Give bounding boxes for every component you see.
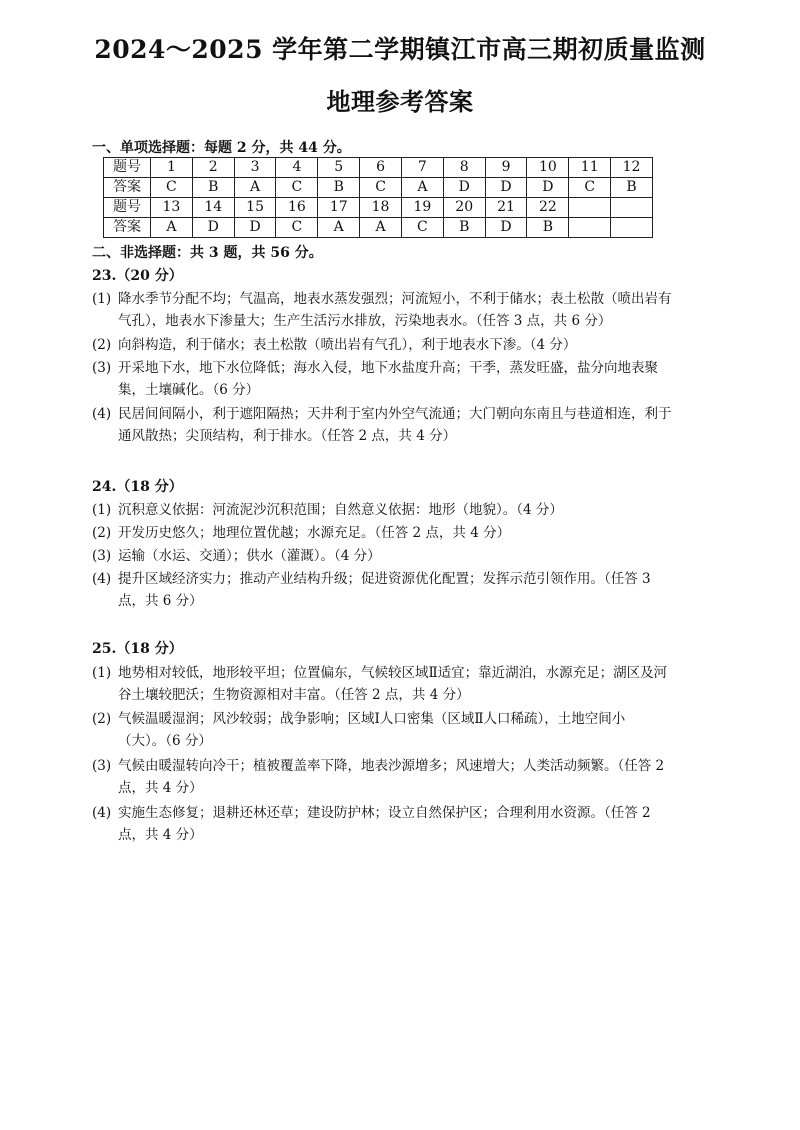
item-text: 地势相对较低，地形较平坦；位置偏东，气候较区域Ⅱ适宜；靠近湖泊，水源充足；湖区及河谷土壤较肥沃；生物资源相对丰富。（任答 2 点，共 4 分） xyxy=(118,665,668,703)
answer-table-cell: 19 xyxy=(401,198,443,218)
answer-table xyxy=(103,157,653,238)
answer-table-cell: D xyxy=(485,218,527,238)
answer-table-cell xyxy=(611,218,653,238)
item-text: 气候温暖湿润；风沙较弱；战争影响；区域Ⅰ人口密集（区域Ⅱ人口稀疏），土地空间小（大）。（6 分） xyxy=(118,711,626,749)
item-number: (2) xyxy=(92,525,112,541)
item-text: 开发历史悠久；地理位置优越；水源充足。（任答 2 点，共 4 分） xyxy=(118,525,511,541)
item-number: (1) xyxy=(92,665,112,681)
row-label: 答案 xyxy=(104,218,151,238)
answer-table-cell: 16 xyxy=(276,198,318,218)
answer-table-cell: 12 xyxy=(611,158,653,178)
q23-item-4 xyxy=(92,403,672,447)
answer-table-cell: 22 xyxy=(527,198,569,218)
item-text: 向斜构造，利于储水；表土松散（喷出岩有气孔），利于地表水下渗。（4 分） xyxy=(118,337,577,353)
answer-table-cell: 1 xyxy=(151,158,193,178)
answer-table-cell: 20 xyxy=(443,198,485,218)
answer-table-cell: 6 xyxy=(360,158,402,178)
q23-item-1 xyxy=(92,288,672,332)
answer-table-cell: D xyxy=(485,178,527,198)
q25-item-2 xyxy=(92,708,672,752)
item-text: 实施生态修复；退耕还林还草；建设防护林；设立自然保护区；合理利用水资源。（任答 2 点，共 4 分） xyxy=(118,805,651,843)
q23-item-2 xyxy=(92,334,672,356)
page-title: 2024～2025 学年第二学期镇江市高三期初质量监测 xyxy=(94,35,706,64)
answer-table-cell: 4 xyxy=(276,158,318,178)
q25-item-3 xyxy=(92,755,672,799)
item-number: (3) xyxy=(92,360,112,376)
answer-table-cell: B xyxy=(527,218,569,238)
answer-table-cell: B xyxy=(318,178,360,198)
answer-table-cell: 17 xyxy=(318,198,360,218)
q23-item-3 xyxy=(92,357,672,401)
q24-item-3 xyxy=(92,545,672,567)
section-2-heading: 二、非选择题：共 3 题，共 56 分。 xyxy=(92,245,323,261)
answer-table-cell: D xyxy=(192,218,234,238)
answer-table-cell: 18 xyxy=(360,198,402,218)
answer-table-cell: A xyxy=(360,218,402,238)
answer-table-cell: C xyxy=(401,218,443,238)
answer-table-cell: B xyxy=(611,178,653,198)
question-24-heading: 24.（18 分） xyxy=(92,479,183,495)
question-25-heading: 25.（18 分） xyxy=(92,641,183,657)
answer-table-row xyxy=(104,198,653,218)
answer-table-cell: A xyxy=(151,218,193,238)
answer-table-cell: 11 xyxy=(569,158,611,178)
item-number: (3) xyxy=(92,758,112,774)
section-1-heading: 一、单项选择题：每题 2 分，共 44 分。 xyxy=(92,140,351,156)
item-number: (1) xyxy=(92,502,112,518)
item-text: 民居间间隔小，利于遮阳隔热；天井利于室内外空气流通；大门朝向东南且与巷道相连，利于通风散热；尖顶结构，利于排水。（任答 2 点，共 4 分） xyxy=(118,406,672,444)
q24-item-2 xyxy=(92,522,672,544)
answer-table-cell: 7 xyxy=(401,158,443,178)
answer-table-cell: C xyxy=(360,178,402,198)
answer-table-cell: B xyxy=(192,178,234,198)
answer-table-cell: 3 xyxy=(234,158,276,178)
item-number: (2) xyxy=(92,337,112,353)
answer-table-cell: 8 xyxy=(443,158,485,178)
answer-table-cell: 5 xyxy=(318,158,360,178)
answer-table-cell: 10 xyxy=(527,158,569,178)
answer-table-cell: C xyxy=(151,178,193,198)
item-text: 开采地下水，地下水位降低；海水入侵，地下水盐度升高；干季，蒸发旺盛，盐分向地表聚集，土壤碱化。（6 分） xyxy=(118,360,658,398)
item-number: (1) xyxy=(92,291,112,307)
answer-table-cell xyxy=(569,218,611,238)
answer-table-cell: B xyxy=(443,218,485,238)
item-text: 气候由暖湿转向冷干；植被覆盖率下降，地表沙源增多；风速增大；人类活动频繁。（任答 2 点，共 4 分） xyxy=(118,758,665,796)
answer-table-cell: 21 xyxy=(485,198,527,218)
q24-item-1 xyxy=(92,499,672,521)
answer-table-cell: C xyxy=(569,178,611,198)
item-text: 沉积意义依据：河流泥沙沉积范围；自然意义依据：地形（地貌）。（4 分） xyxy=(118,502,563,518)
answer-table-cell: A xyxy=(318,218,360,238)
answer-table-cell: 15 xyxy=(234,198,276,218)
answer-table-cell: C xyxy=(276,218,318,238)
page-subtitle: 地理参考答案 xyxy=(326,87,474,116)
item-number: (4) xyxy=(92,406,112,422)
answer-table-cell: 13 xyxy=(151,198,193,218)
answer-table-cell xyxy=(569,198,611,218)
q25-item-1 xyxy=(92,662,672,706)
row-label: 答案 xyxy=(104,178,151,198)
item-text: 运输（水运、交通）；供水（灌溉）。（4 分） xyxy=(118,548,381,564)
answer-table-row xyxy=(104,178,653,198)
answer-table-cell xyxy=(611,198,653,218)
item-number: (2) xyxy=(92,711,112,727)
answer-table-cell: D xyxy=(234,218,276,238)
answer-table-cell: D xyxy=(443,178,485,198)
item-text: 降水季节分配不均；气温高，地表水蒸发强烈；河流短小，不利于储水；表土松散（喷出岩有气孔），地表水下渗量大；生产生活污水排放，污染地表水。（任答 3 点，共 6 分） xyxy=(118,291,672,329)
answer-table-cell: C xyxy=(276,178,318,198)
answer-table-cell: 9 xyxy=(485,158,527,178)
q24-item-4 xyxy=(92,568,672,612)
item-number: (4) xyxy=(92,571,112,587)
question-23-heading: 23.（20 分） xyxy=(92,268,183,284)
item-text: 提升区域经济实力；推动产业结构升级；促进资源优化配置；发挥示范引领作用。（任答 3 点，共 6 分） xyxy=(118,571,651,609)
answer-table-cell: D xyxy=(527,178,569,198)
row-label: 题号 xyxy=(104,158,151,178)
answer-table-cell: A xyxy=(401,178,443,198)
row-label: 题号 xyxy=(104,198,151,218)
item-number: (3) xyxy=(92,548,112,564)
item-number: (4) xyxy=(92,805,112,821)
q25-item-4 xyxy=(92,802,672,846)
answer-table-row xyxy=(104,218,653,238)
answer-table-cell: 2 xyxy=(192,158,234,178)
answer-table-cell: 14 xyxy=(192,198,234,218)
answer-table-cell: A xyxy=(234,178,276,198)
answer-table-row xyxy=(104,158,653,178)
